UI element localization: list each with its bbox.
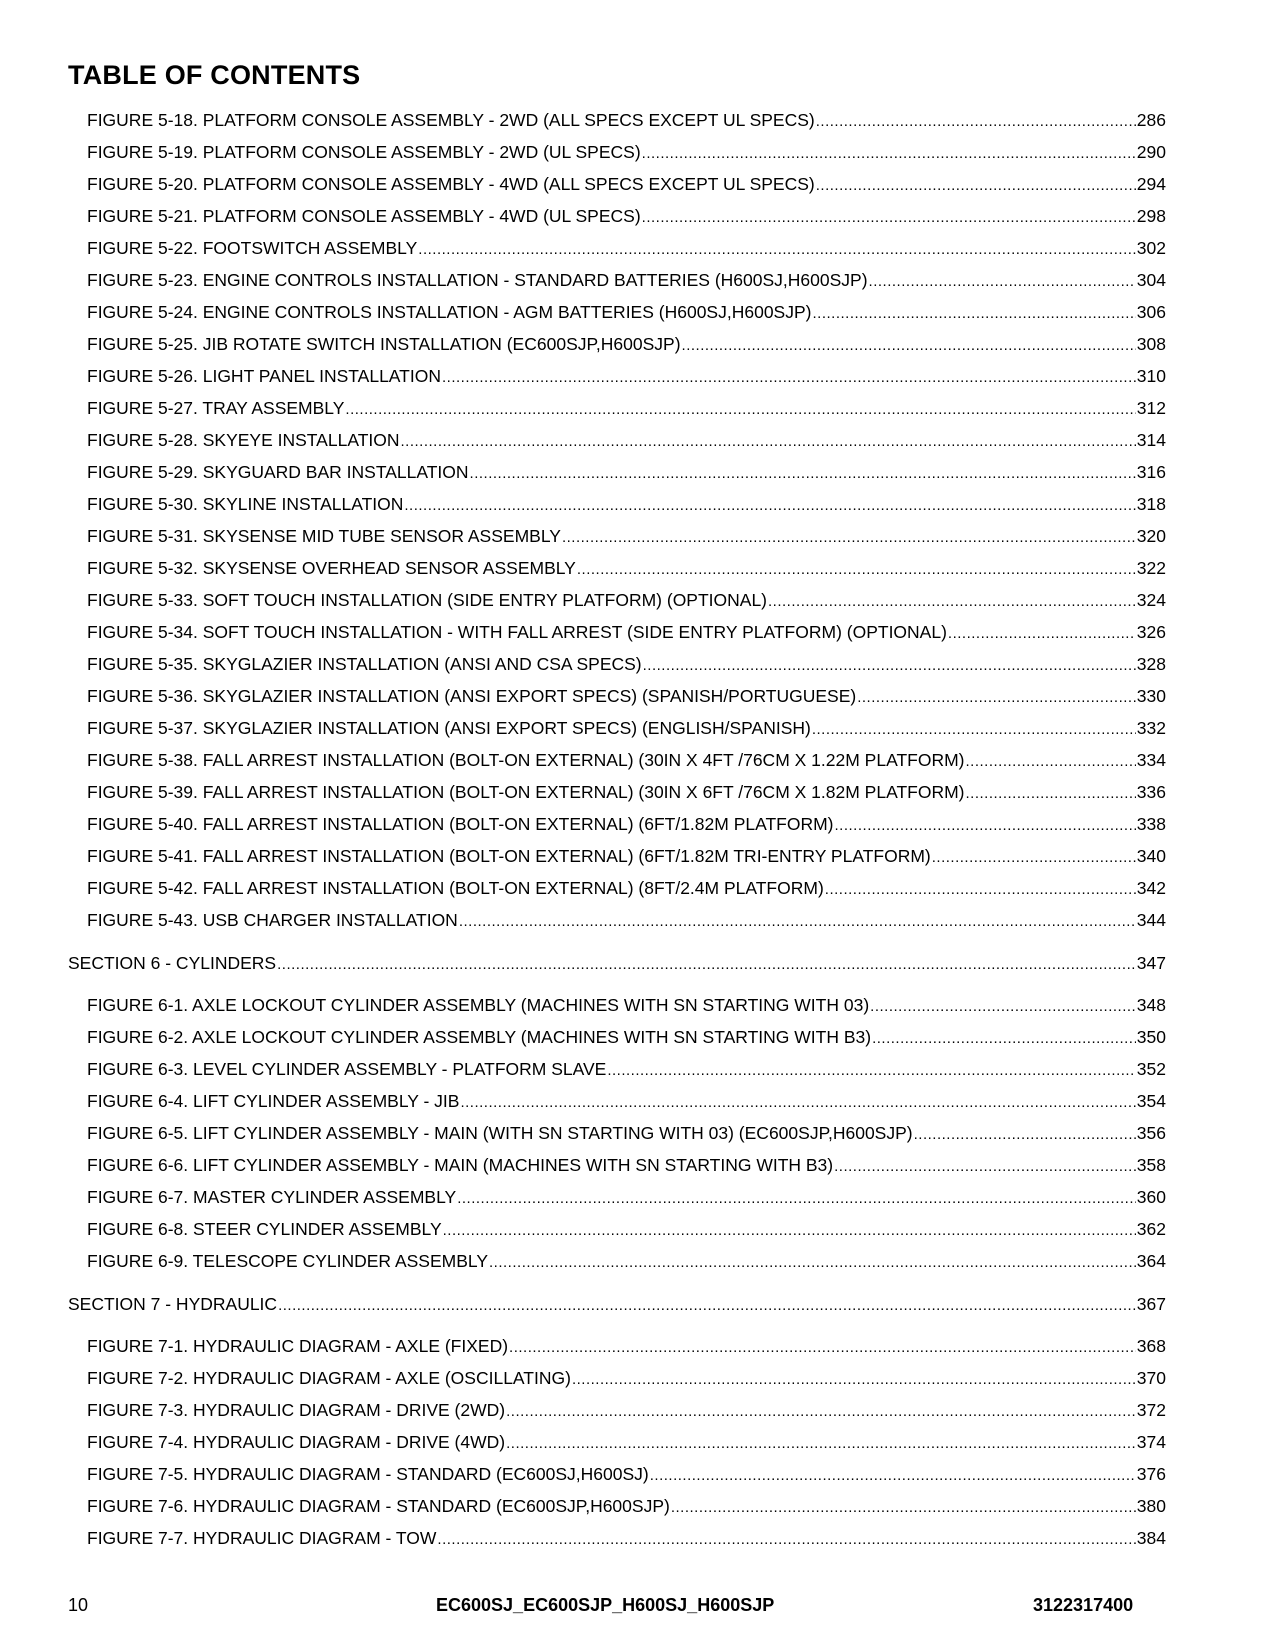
- dot-leader: [869, 273, 1136, 290]
- toc-figure-entry[interactable]: [68, 1496, 1166, 1528]
- dot-leader: [643, 657, 1136, 674]
- dot-leader: [470, 465, 1136, 482]
- toc-figure-entry[interactable]: [68, 558, 1166, 590]
- toc-entry-title: FIGURE 7-7. HYDRAULIC DIAGRAM - TOW: [87, 1528, 437, 1548]
- toc-entry-title: FIGURE 5-24. ENGINE CONTROLS INSTALLATION - AGM BATTERIES (H600SJ,H600SJP): [87, 302, 812, 322]
- toc-entry-title: FIGURE 5-34. SOFT TOUCH INSTALLATION - WITH FALL ARREST (SIDE ENTRY PLATFORM) (OPTIONAL): [87, 622, 947, 642]
- toc-entry-title: FIGURE 6-8. STEER CYLINDER ASSEMBLY: [87, 1219, 442, 1239]
- toc-entry-title: FIGURE 5-33. SOFT TOUCH INSTALLATION (SIDE ENTRY PLATFORM) (OPTIONAL): [87, 590, 768, 610]
- toc-figure-entry[interactable]: [68, 238, 1166, 270]
- dot-leader: [572, 1371, 1136, 1388]
- toc-entry-page-number: 347: [1136, 952, 1166, 973]
- toc-entry-page-number: 370: [1136, 1368, 1166, 1388]
- toc-entry-page-number: 358: [1136, 1155, 1166, 1175]
- toc-section-entry[interactable]: [68, 1294, 1166, 1326]
- toc-entry-title: FIGURE 7-4. HYDRAULIC DIAGRAM - DRIVE (4WD): [87, 1432, 506, 1452]
- toc-entry-title: FIGURE 5-42. FALL ARREST INSTALLATION (BOLT-ON EXTERNAL) (8FT/2.4M PLATFORM): [87, 878, 824, 898]
- dot-leader: [489, 1254, 1136, 1271]
- toc-figure-entry[interactable]: [68, 622, 1166, 654]
- dot-leader: [278, 1297, 1136, 1314]
- dot-leader: [277, 956, 1136, 973]
- toc-figure-entry[interactable]: [68, 334, 1166, 366]
- toc-entry-title: FIGURE 5-43. USB CHARGER INSTALLATION: [87, 910, 458, 930]
- toc-entry-page-number: 374: [1136, 1432, 1166, 1452]
- toc-entry-page-number: 362: [1136, 1219, 1166, 1239]
- toc-entry-title: FIGURE 5-20. PLATFORM CONSOLE ASSEMBLY - 4WD (ALL SPECS EXCEPT UL SPECS): [87, 174, 815, 194]
- toc-entry-page-number: 320: [1136, 526, 1166, 546]
- toc-entry-page-number: 290: [1136, 142, 1166, 162]
- dot-leader: [642, 209, 1136, 226]
- toc-entry-page-number: 364: [1136, 1251, 1166, 1271]
- toc-entry-page-number: 376: [1136, 1464, 1166, 1484]
- toc-entry-title: FIGURE 5-39. FALL ARREST INSTALLATION (BOLT-ON EXTERNAL) (30IN X 6FT /76CM X 1.82M PLATFORM): [87, 782, 965, 802]
- toc-entry-title: FIGURE 5-27. TRAY ASSEMBLY: [87, 398, 345, 418]
- toc-entry-title: FIGURE 6-1. AXLE LOCKOUT CYLINDER ASSEMBLY (MACHINES WITH SN STARTING WITH 03): [87, 995, 870, 1015]
- page-title: TABLE OF CONTENTS: [68, 60, 361, 90]
- toc-entry-page-number: 318: [1136, 494, 1166, 514]
- toc-entry-title: FIGURE 6-3. LEVEL CYLINDER ASSEMBLY - PLATFORM SLAVE: [87, 1059, 607, 1079]
- toc-figure-entry[interactable]: [68, 686, 1166, 718]
- toc-entry-page-number: 367: [1136, 1293, 1166, 1314]
- toc-figure-entry[interactable]: [68, 1432, 1166, 1464]
- dot-leader: [577, 561, 1136, 578]
- toc-entry-title: FIGURE 6-7. MASTER CYLINDER ASSEMBLY: [87, 1187, 457, 1207]
- toc-entry-page-number: 380: [1136, 1496, 1166, 1516]
- toc-entry-title: FIGURE 5-18. PLATFORM CONSOLE ASSEMBLY - 2WD (ALL SPECS EXCEPT UL SPECS): [87, 110, 815, 130]
- dot-leader: [870, 998, 1136, 1015]
- dot-leader: [457, 1190, 1136, 1207]
- dot-leader: [418, 241, 1136, 258]
- dot-leader: [650, 1467, 1136, 1484]
- dot-leader: [872, 1030, 1136, 1047]
- toc-figure-entry[interactable]: [68, 430, 1166, 462]
- dot-leader: [816, 177, 1136, 194]
- toc-figure-entry[interactable]: [68, 206, 1166, 238]
- toc-figure-entry[interactable]: [68, 782, 1166, 814]
- toc-entry-title: SECTION 6 - CYLINDERS: [68, 952, 277, 973]
- toc-entry-title: FIGURE 5-23. ENGINE CONTROLS INSTALLATION - STANDARD BATTERIES (H600SJ,H600SJP): [87, 270, 868, 290]
- dot-leader: [506, 1403, 1136, 1420]
- toc-entry-title: FIGURE 7-2. HYDRAULIC DIAGRAM - AXLE (OSCILLATING): [87, 1368, 571, 1388]
- toc-entry-title: FIGURE 5-25. JIB ROTATE SWITCH INSTALLATION (EC600SJP,H600SJP): [87, 334, 681, 354]
- dot-leader: [607, 1062, 1135, 1079]
- dot-leader: [437, 1531, 1135, 1548]
- dot-leader: [835, 817, 1136, 834]
- toc-figure-entry[interactable]: [68, 846, 1166, 878]
- dot-leader: [404, 497, 1135, 514]
- dot-leader: [443, 1222, 1136, 1239]
- dot-leader: [812, 305, 1135, 322]
- toc-entry-page-number: 348: [1136, 995, 1166, 1015]
- toc-entry-page-number: 352: [1136, 1059, 1166, 1079]
- toc-entry-title: FIGURE 5-35. SKYGLAZIER INSTALLATION (ANSI AND CSA SPECS): [87, 654, 642, 674]
- toc-entry-page-number: 336: [1136, 782, 1166, 802]
- toc-figure-entry[interactable]: [68, 1464, 1166, 1496]
- toc-entry-page-number: 354: [1136, 1091, 1166, 1111]
- toc-figure-entry[interactable]: [68, 398, 1166, 430]
- dot-leader: [562, 529, 1136, 546]
- dot-leader: [966, 785, 1136, 802]
- toc-figure-entry[interactable]: [68, 1155, 1166, 1187]
- toc-entry-title: FIGURE 6-2. AXLE LOCKOUT CYLINDER ASSEMBLY (MACHINES WITH SN STARTING WITH B3): [87, 1027, 872, 1047]
- dot-leader: [442, 369, 1136, 386]
- toc-entry-title: FIGURE 5-28. SKYEYE INSTALLATION: [87, 430, 400, 450]
- toc-section-entry[interactable]: [68, 953, 1166, 985]
- toc-figure-entry[interactable]: [68, 110, 1166, 142]
- toc-entry-title: FIGURE 7-5. HYDRAULIC DIAGRAM - STANDARD (EC600SJ,H600SJ): [87, 1464, 649, 1484]
- toc-figure-entry[interactable]: [68, 174, 1166, 206]
- toc-entry-page-number: 330: [1136, 686, 1166, 706]
- toc-entry-title: FIGURE 5-32. SKYSENSE OVERHEAD SENSOR ASSEMBLY: [87, 558, 576, 578]
- toc-entry-page-number: 360: [1136, 1187, 1166, 1207]
- dot-leader: [459, 913, 1136, 930]
- toc-entry-page-number: 334: [1136, 750, 1166, 770]
- toc-entry-page-number: 314: [1136, 430, 1166, 450]
- toc-figure-entry[interactable]: [68, 1059, 1166, 1091]
- toc-entry-title: FIGURE 5-36. SKYGLAZIER INSTALLATION (ANSI EXPORT SPECS) (SPANISH/PORTUGUESE): [87, 686, 857, 706]
- dot-leader: [812, 721, 1136, 738]
- toc-figure-entry[interactable]: [68, 590, 1166, 622]
- toc-figure-entry[interactable]: [68, 1187, 1166, 1219]
- toc-figure-entry[interactable]: [68, 302, 1166, 334]
- toc-entry-page-number: 338: [1136, 814, 1166, 834]
- toc-entry-title: FIGURE 5-40. FALL ARREST INSTALLATION (BOLT-ON EXTERNAL) (6FT/1.82M PLATFORM): [87, 814, 834, 834]
- dot-leader: [948, 625, 1136, 642]
- dot-leader: [642, 145, 1136, 162]
- dot-leader: [460, 1094, 1135, 1111]
- toc-entry-page-number: 350: [1136, 1027, 1166, 1047]
- dot-leader: [345, 401, 1135, 418]
- toc-entry-page-number: 306: [1136, 302, 1166, 322]
- dot-leader: [682, 337, 1136, 354]
- toc-entry-page-number: 304: [1136, 270, 1166, 290]
- dot-leader: [509, 1339, 1136, 1356]
- toc-figure-entry[interactable]: [68, 1251, 1166, 1283]
- toc-entry-page-number: 298: [1136, 206, 1166, 226]
- toc-entry-title: FIGURE 5-21. PLATFORM CONSOLE ASSEMBLY - 4WD (UL SPECS): [87, 206, 641, 226]
- toc-figure-entry[interactable]: [68, 718, 1166, 750]
- toc-entry-title: FIGURE 7-6. HYDRAULIC DIAGRAM - STANDARD (EC600SJP,H600SJP): [87, 1496, 670, 1516]
- toc-entry-page-number: 302: [1136, 238, 1166, 258]
- toc-entry-page-number: 312: [1136, 398, 1166, 418]
- toc-entry-page-number: 322: [1136, 558, 1166, 578]
- toc-entry-title: FIGURE 6-5. LIFT CYLINDER ASSEMBLY - MAIN (WITH SN STARTING WITH 03) (EC600SJP,H600SJP): [87, 1123, 913, 1143]
- toc-entry-page-number: 372: [1136, 1400, 1166, 1420]
- toc-figure-entry[interactable]: [68, 270, 1166, 302]
- toc-figure-entry[interactable]: [68, 1368, 1166, 1400]
- dot-leader: [914, 1126, 1136, 1143]
- toc-entry-title: FIGURE 5-22. FOOTSWITCH ASSEMBLY: [87, 238, 418, 258]
- toc-entry-page-number: 344: [1136, 910, 1166, 930]
- dot-leader: [506, 1435, 1136, 1452]
- toc-figure-entry[interactable]: [68, 462, 1166, 494]
- toc-entry-title: FIGURE 5-31. SKYSENSE MID TUBE SENSOR ASSEMBLY: [87, 526, 561, 546]
- dot-leader: [966, 753, 1136, 770]
- toc-entry-title: FIGURE 7-3. HYDRAULIC DIAGRAM - DRIVE (2WD): [87, 1400, 506, 1420]
- footer-model-names: EC600SJ_EC600SJP_H600SJ_H600SJP: [436, 1595, 775, 1615]
- toc-figure-entry[interactable]: [68, 878, 1166, 910]
- dot-leader: [834, 1158, 1136, 1175]
- toc-figure-entry[interactable]: [68, 814, 1166, 846]
- footer-page-number: 10: [68, 1595, 89, 1615]
- toc-entry-page-number: 310: [1136, 366, 1166, 386]
- toc-figure-entry[interactable]: [68, 366, 1166, 398]
- toc-entry-title: FIGURE 5-29. SKYGUARD BAR INSTALLATION: [87, 462, 469, 482]
- toc-entry-title: FIGURE 5-26. LIGHT PANEL INSTALLATION: [87, 366, 441, 386]
- dot-leader: [816, 113, 1136, 130]
- toc-figure-entry[interactable]: [68, 1528, 1166, 1560]
- toc-entry-page-number: 308: [1136, 334, 1166, 354]
- toc-entry-page-number: 286: [1136, 110, 1166, 130]
- toc-figure-entry[interactable]: [68, 1027, 1166, 1059]
- footer-document-number: 3122317400: [1033, 1595, 1134, 1615]
- dot-leader: [671, 1499, 1136, 1516]
- toc-figure-entry[interactable]: [68, 1123, 1166, 1155]
- toc-entry-title: SECTION 7 - HYDRAULIC: [68, 1293, 278, 1314]
- toc-entry-title: FIGURE 5-41. FALL ARREST INSTALLATION (BOLT-ON EXTERNAL) (6FT/1.82M TRI-ENTRY PLATFORM): [87, 846, 931, 866]
- toc-figure-entry[interactable]: [68, 1091, 1166, 1123]
- toc-entry-title: FIGURE 7-1. HYDRAULIC DIAGRAM - AXLE (FIXED): [87, 1336, 509, 1356]
- toc-entry-title: FIGURE 5-37. SKYGLAZIER INSTALLATION (ANSI EXPORT SPECS) (ENGLISH/SPANISH): [87, 718, 811, 738]
- dot-leader: [768, 593, 1136, 610]
- toc-entry-page-number: 384: [1136, 1528, 1166, 1548]
- toc-entry-title: FIGURE 6-6. LIFT CYLINDER ASSEMBLY - MAIN (MACHINES WITH SN STARTING WITH B3): [87, 1155, 834, 1175]
- toc-figure-entry[interactable]: [68, 142, 1166, 174]
- toc-figure-entry[interactable]: [68, 1336, 1166, 1368]
- toc-entry-page-number: 324: [1136, 590, 1166, 610]
- toc-figure-entry[interactable]: [68, 995, 1166, 1027]
- toc-entry-page-number: 316: [1136, 462, 1166, 482]
- dot-leader: [401, 433, 1136, 450]
- toc-entry-page-number: 332: [1136, 718, 1166, 738]
- toc-entry-page-number: 328: [1136, 654, 1166, 674]
- toc-entry-page-number: 294: [1136, 174, 1166, 194]
- toc-figure-entry[interactable]: [68, 750, 1166, 782]
- toc-figure-entry[interactable]: [68, 910, 1166, 942]
- toc-entry-title: FIGURE 5-19. PLATFORM CONSOLE ASSEMBLY - 2WD (UL SPECS): [87, 142, 641, 162]
- toc-figure-entry[interactable]: [68, 1400, 1166, 1432]
- toc-entry-title: FIGURE 5-38. FALL ARREST INSTALLATION (BOLT-ON EXTERNAL) (30IN X 4FT /76CM X 1.22M PLATFORM): [87, 750, 965, 770]
- toc-entry-page-number: 342: [1136, 878, 1166, 898]
- toc-list: [68, 110, 1166, 1560]
- toc-entry-page-number: 340: [1136, 846, 1166, 866]
- dot-leader: [932, 849, 1136, 866]
- toc-entry-page-number: 356: [1136, 1123, 1166, 1143]
- dot-leader: [857, 689, 1136, 706]
- toc-entry-page-number: 326: [1136, 622, 1166, 642]
- toc-entry-title: FIGURE 6-4. LIFT CYLINDER ASSEMBLY - JIB: [87, 1091, 460, 1111]
- toc-figure-entry[interactable]: [68, 654, 1166, 686]
- dot-leader: [825, 881, 1136, 898]
- toc-entry-title: FIGURE 6-9. TELESCOPE CYLINDER ASSEMBLY: [87, 1251, 489, 1271]
- toc-entry-page-number: 368: [1136, 1336, 1166, 1356]
- toc-figure-entry[interactable]: [68, 526, 1166, 558]
- toc-figure-entry[interactable]: [68, 494, 1166, 526]
- toc-figure-entry[interactable]: [68, 1219, 1166, 1251]
- toc-entry-title: FIGURE 5-30. SKYLINE INSTALLATION: [87, 494, 404, 514]
